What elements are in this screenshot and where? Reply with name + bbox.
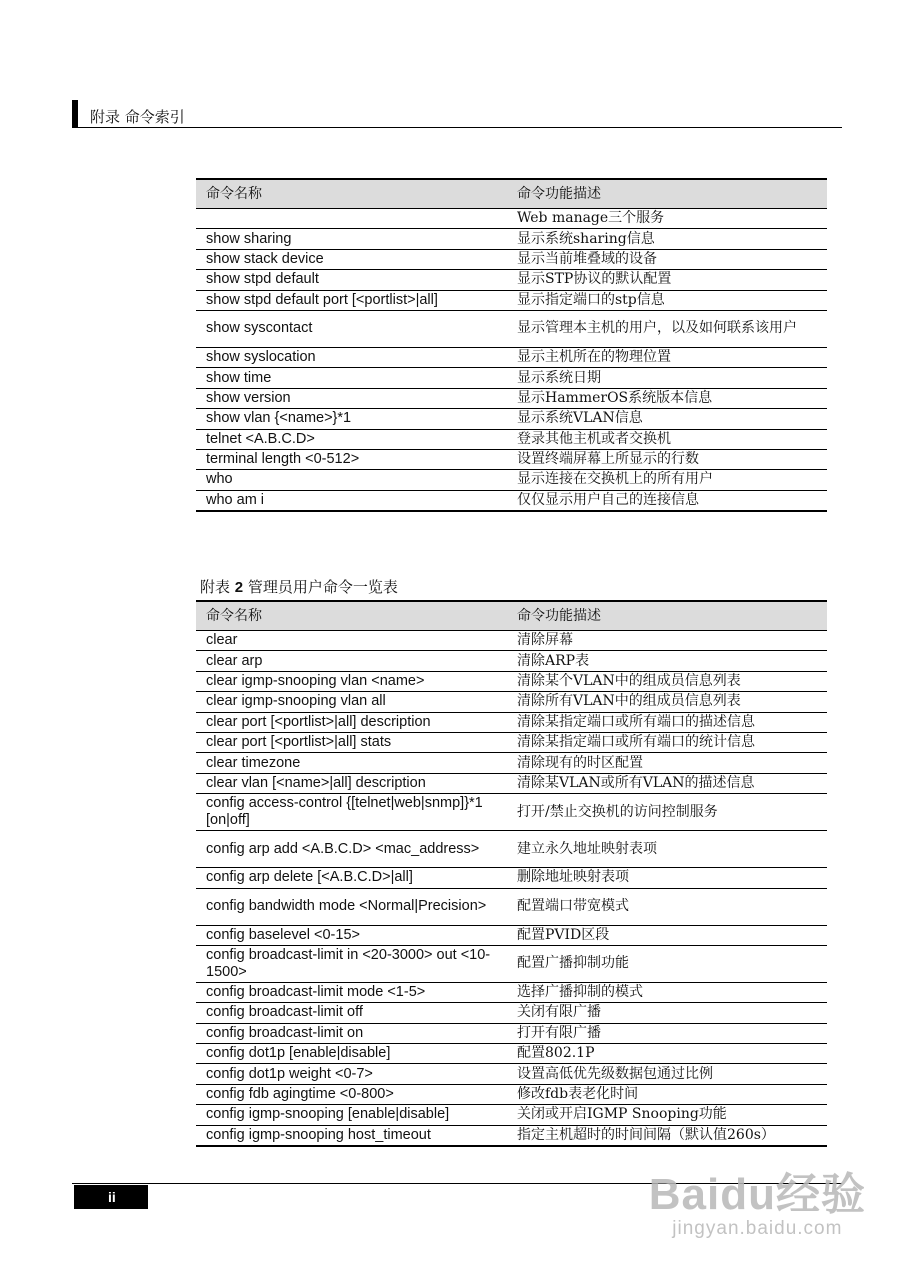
column-header-command-name: 命令名称 <box>196 179 507 209</box>
table-caption <box>200 576 398 597</box>
table-row <box>196 1125 827 1145</box>
command-description-cell: 显示HammerOS系统版本信息 <box>517 389 713 406</box>
table-row <box>196 290 827 310</box>
admin-command-table <box>196 600 827 1147</box>
table-row <box>196 982 827 1002</box>
command-name-cell: clear port [<portlist>|all] description <box>206 713 431 730</box>
table-row <box>196 388 827 408</box>
command-description-cell: 仅仅显示用户自己的连接信息 <box>517 491 699 508</box>
table-body <box>196 209 827 511</box>
command-description-cell: 显示管理本主机的用户，以及如何联系该用户 <box>517 320 797 337</box>
command-name-cell: clear port [<portlist>|all] stats <box>206 734 392 751</box>
command-name-cell: config broadcast-limit on <box>206 1024 364 1041</box>
command-description-cell: 登录其他主机或者交换机 <box>517 430 671 447</box>
table-row <box>196 732 827 752</box>
table-row <box>196 1003 827 1023</box>
table-row <box>196 692 827 712</box>
command-name-cell: config bandwidth mode <Normal|Precision> <box>206 898 487 915</box>
table-row <box>196 1023 827 1043</box>
command-name-cell: config dot1p weight <0-7> <box>206 1065 373 1082</box>
command-name-cell: show sharing <box>206 230 292 247</box>
table-row <box>196 794 827 831</box>
header-bar <box>72 100 78 128</box>
table-row <box>196 310 827 347</box>
command-description-cell: 显示系统VLAN信息 <box>517 410 643 427</box>
command-name-cell: who <box>206 471 233 488</box>
command-description-cell: 清除ARP表 <box>517 652 590 669</box>
table-row <box>196 347 827 367</box>
command-name-cell: config arp delete [<A.B.C.D>|all] <box>206 869 413 886</box>
table-row <box>196 1044 827 1064</box>
command-description-cell: 打开有限广播 <box>517 1024 601 1041</box>
table-row <box>196 712 827 732</box>
table-row <box>196 631 827 651</box>
command-description-cell: 显示主机所在的物理位置 <box>517 349 671 366</box>
command-name-cell: clear vlan [<name>|all] description <box>206 774 426 791</box>
header-rule <box>72 127 842 128</box>
command-name-cell: config igmp-snooping [enable|disable] <box>206 1106 450 1123</box>
command-description-cell: 删除地址映射表项 <box>517 869 629 886</box>
command-name-cell: show syslocation <box>206 349 316 366</box>
table-row <box>196 429 827 449</box>
command-name-cell: show stpd default <box>206 271 319 288</box>
table-row <box>196 753 827 773</box>
command-name-cell: config broadcast-limit off <box>206 1004 363 1021</box>
column-header-description: 命令功能描述 <box>507 601 827 631</box>
command-description-cell: 清除某指定端口或所有端口的描述信息 <box>517 713 755 730</box>
caption-title: 管理员用户命令一览表 <box>247 578 398 596</box>
command-name-cell: who am i <box>206 491 265 508</box>
page-number: ii <box>74 1185 148 1209</box>
table-row <box>196 831 827 868</box>
command-description-cell: 显示连接在交换机上的所有用户 <box>517 471 713 488</box>
command-description-cell: 清除某VLAN或所有VLAN的描述信息 <box>517 774 755 791</box>
command-name-cell: clear <box>206 632 238 649</box>
table-row <box>196 368 827 388</box>
command-description-cell: 清除所有VLAN中的组成员信息列表 <box>517 693 741 710</box>
table-row <box>196 209 827 229</box>
watermark-logo: Baidu经验 <box>648 1170 866 1219</box>
command-name-cell: clear timezone <box>206 754 301 771</box>
running-header: 附录 命令索引 <box>90 108 185 126</box>
table-row <box>196 449 827 469</box>
command-name-cell: clear igmp-snooping vlan all <box>206 693 386 710</box>
table-row <box>196 249 827 269</box>
table-row <box>196 671 827 691</box>
command-name-cell: show time <box>206 369 272 386</box>
command-name-cell: show stack device <box>206 250 324 267</box>
command-name-cell: config access-control {[telnet|web|snmp]}*1 [on|off] <box>206 795 483 829</box>
table-row <box>196 773 827 793</box>
caption-prefix: 附表 <box>200 578 231 596</box>
command-description-cell: 设置终端屏幕上所显示的行数 <box>517 451 699 468</box>
table-row <box>196 270 827 290</box>
command-name-cell: config igmp-snooping host_timeout <box>206 1126 431 1143</box>
command-name-cell: clear igmp-snooping vlan <name> <box>206 672 425 689</box>
command-description-cell: 打开/禁止交换机的访问控制服务 <box>517 803 718 820</box>
command-description-cell: 建立永久地址映射表项 <box>517 840 657 857</box>
command-name-cell <box>196 209 507 229</box>
command-name-cell: config broadcast-limit mode <1-5> <box>206 984 426 1001</box>
command-name-cell: config dot1p [enable|disable] <box>206 1045 391 1062</box>
command-description-cell: 配置端口带宽模式 <box>517 898 629 915</box>
table-row <box>196 651 827 671</box>
table-row <box>196 1064 827 1084</box>
command-description-cell: 显示STP协议的默认配置 <box>517 271 672 288</box>
command-name-cell: telnet <A.B.C.D> <box>206 430 315 447</box>
table-row <box>196 470 827 490</box>
command-name-cell: terminal length <0-512> <box>206 451 360 468</box>
command-description-cell: 修改fdb表老化时间 <box>517 1086 639 1103</box>
table-body <box>196 631 827 1146</box>
command-name-cell: show vlan {<name>}*1 <box>206 410 352 427</box>
column-header-command-name: 命令名称 <box>196 601 507 631</box>
command-description-cell: 关闭有限广播 <box>517 1004 601 1021</box>
command-name-cell: show version <box>206 389 291 406</box>
command-description-cell: 选择广播抑制的模式 <box>517 984 643 1001</box>
command-name-cell: config broadcast-limit in <20-3000> out <10-1500> <box>206 946 491 980</box>
command-description-cell: 清除某指定端口或所有端口的统计信息 <box>517 734 755 751</box>
command-name-cell: config baselevel <0-15> <box>206 926 360 943</box>
command-description-cell: 配置PVID区段 <box>517 926 610 943</box>
table-row <box>196 888 827 925</box>
command-name-cell: config arp add <A.B.C.D> <mac_address> <box>206 840 480 857</box>
command-description-cell: 显示当前堆叠域的设备 <box>517 250 657 267</box>
watermark-url: jingyan.baidu.com <box>672 1218 843 1239</box>
command-description-cell: 指定主机超时的时间间隔（默认值260s） <box>517 1126 775 1143</box>
command-description-cell: 清除现有的时区配置 <box>517 754 643 771</box>
table-row <box>196 925 827 945</box>
table-row <box>196 1084 827 1104</box>
command-description-cell: 显示指定端口的stp信息 <box>517 291 665 308</box>
table-row <box>196 409 827 429</box>
command-description-cell: 配置广播抑制功能 <box>517 955 629 972</box>
command-description-cell: Web manage三个服务 <box>517 210 665 227</box>
command-description-cell: 显示系统日期 <box>517 369 601 386</box>
command-description-cell: 显示系统sharing信息 <box>517 230 655 247</box>
command-name-cell: show stpd default port [<portlist>|all] <box>206 291 438 308</box>
table-row <box>196 490 827 510</box>
table-row <box>196 229 827 249</box>
command-name-cell: config fdb agingtime <0-800> <box>206 1086 394 1103</box>
column-header-description: 命令功能描述 <box>507 179 827 209</box>
command-description-cell: 清除屏幕 <box>517 632 573 649</box>
table-row <box>196 945 827 982</box>
caption-number: 2 <box>234 579 244 596</box>
command-name-cell: clear arp <box>206 652 263 669</box>
command-description-cell: 设置高低优先级数据包通过比例 <box>517 1065 713 1082</box>
baidu-watermark <box>649 1158 866 1240</box>
command-name-cell: show syscontact <box>206 320 313 337</box>
command-description-cell: 清除某个VLAN中的组成员信息列表 <box>517 672 741 689</box>
table-row <box>196 868 827 888</box>
table-row <box>196 1105 827 1125</box>
command-table-continued <box>196 178 827 512</box>
command-description-cell: 配置802.1P <box>517 1045 595 1062</box>
command-description-cell: 关闭或开启IGMP Snooping功能 <box>517 1106 727 1123</box>
